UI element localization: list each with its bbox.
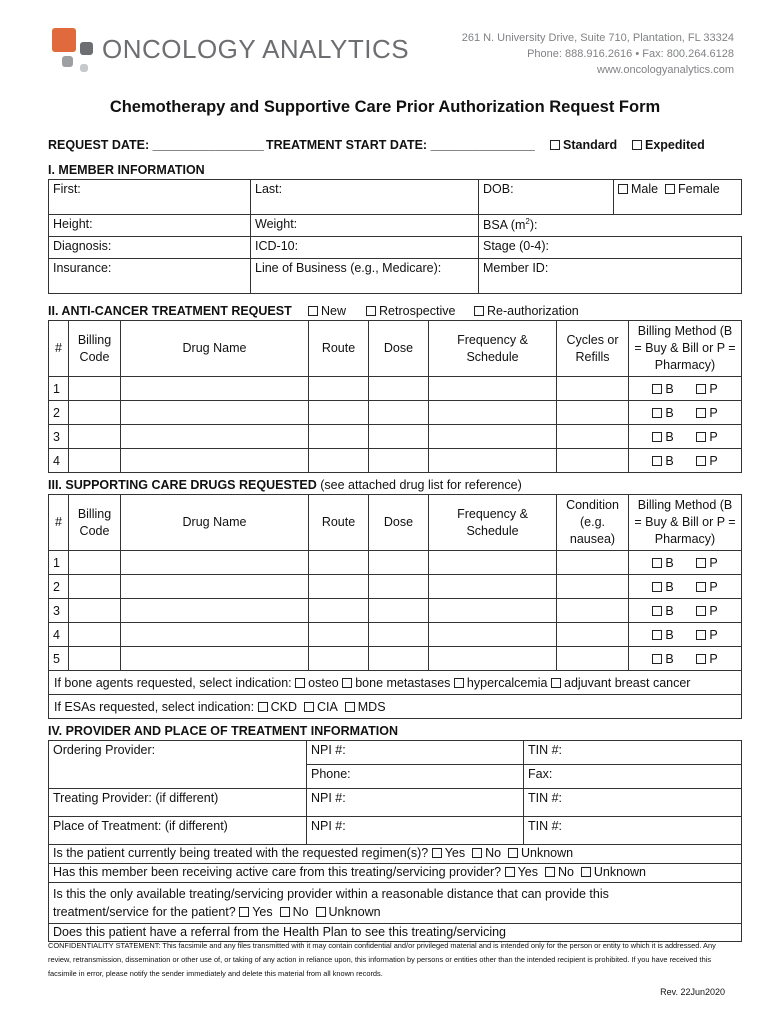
checkbox-icon[interactable] [696, 558, 706, 568]
checkbox-icon[interactable] [665, 184, 675, 194]
reauthorization-option[interactable]: Re-authorization [474, 304, 579, 318]
row-number: 5 [49, 647, 69, 671]
checkbox-icon[interactable] [696, 582, 706, 592]
section-anticancer-title: II. ANTI-CANCER TREATMENT REQUEST New Retrospective Re-authorization [48, 304, 579, 318]
npi-field[interactable]: NPI #: [307, 741, 524, 765]
checkbox-icon[interactable] [474, 306, 484, 316]
tin-field[interactable]: TIN #: [524, 741, 742, 765]
checkbox-icon[interactable] [652, 432, 662, 442]
checkbox-icon[interactable] [696, 384, 706, 394]
checkbox-icon[interactable] [472, 848, 482, 858]
first-name-field[interactable]: First: [49, 180, 251, 215]
revision-label: Rev. 22Jun2020 [660, 987, 725, 997]
question-referral: Does this patient have a referral from the Health Plan to see this treating/servicing [49, 924, 742, 942]
checkbox-icon[interactable] [505, 867, 515, 877]
header-frequency: Frequency & Schedule [429, 495, 557, 551]
checkbox-icon[interactable] [652, 630, 662, 640]
height-field[interactable]: Height: [49, 215, 251, 237]
checkbox-icon[interactable] [550, 140, 560, 150]
row-number: 1 [49, 551, 69, 575]
supporting-table [48, 494, 742, 719]
gender-field: Male Female [614, 180, 742, 215]
row-number: 3 [49, 425, 69, 449]
table-row [49, 401, 742, 425]
header-num: # [49, 495, 69, 551]
billing-method-cell: B P [629, 377, 742, 401]
row-number: 4 [49, 623, 69, 647]
retrospective-option[interactable]: Retrospective [366, 304, 455, 318]
checkbox-icon[interactable] [551, 678, 561, 688]
company-address [462, 30, 734, 78]
table-row [49, 377, 742, 401]
checkbox-icon[interactable] [652, 582, 662, 592]
billing-method-cell: B P [629, 551, 742, 575]
checkbox-icon[interactable] [432, 848, 442, 858]
checkbox-icon[interactable] [652, 384, 662, 394]
tin-field[interactable]: TIN #: [524, 817, 742, 845]
header-billing-method: Billing Method (B = Buy & Bill or P = Pharmacy) [629, 321, 742, 377]
checkbox-icon[interactable] [696, 630, 706, 640]
question-active-care: Has this member been receiving active care from this treating/servicing provider? Yes No Unknown [49, 864, 742, 883]
dob-field[interactable]: DOB: [479, 180, 614, 215]
checkbox-icon[interactable] [632, 140, 642, 150]
header-dose: Dose [369, 321, 429, 377]
header-drug-name: Drug Name [121, 321, 309, 377]
checkbox-icon[interactable] [696, 432, 706, 442]
ordering-provider-field[interactable]: Ordering Provider: [49, 741, 307, 789]
standard-option[interactable]: Standard [550, 138, 617, 152]
expedited-option[interactable]: Expedited [632, 138, 705, 152]
billing-method-cell: B P [629, 599, 742, 623]
company-logo [52, 28, 410, 80]
bsa-field[interactable]: BSA $(m^2)$: [479, 215, 742, 237]
billing-method-cell: B P [629, 401, 742, 425]
checkbox-icon[interactable] [239, 907, 249, 917]
checkbox-icon[interactable] [280, 907, 290, 917]
table-row [49, 425, 742, 449]
logo-text: ONCOLOGY ANALYTICS [102, 34, 410, 64]
stage-field[interactable]: Stage (0-4): [479, 237, 742, 259]
section-member-title: I. MEMBER INFORMATION [48, 163, 205, 177]
npi-field[interactable]: NPI #: [307, 789, 524, 817]
checkbox-icon[interactable] [342, 678, 352, 688]
website-line: www.oncologyanalytics.com [597, 64, 734, 76]
checkbox-icon[interactable] [618, 184, 628, 194]
checkbox-icon[interactable] [304, 702, 314, 712]
question-current-regimen: Is the patient currently being treated with the requested regimen(s)? Yes No Unknown [49, 845, 742, 864]
checkbox-icon[interactable] [345, 702, 355, 712]
row-number: 2 [49, 575, 69, 599]
header-cycles: Cycles or Refills [557, 321, 629, 377]
billing-method-cell: B P [629, 623, 742, 647]
header-billing-code: Billing Code [69, 321, 121, 377]
billing-method-cell: B P [629, 647, 742, 671]
provider-table [48, 740, 742, 942]
checkbox-icon[interactable] [308, 306, 318, 316]
row-number: 2 [49, 401, 69, 425]
header-route: Route [309, 321, 369, 377]
header-num: # [49, 321, 69, 377]
billing-method-cell: B P [629, 575, 742, 599]
place-of-treatment-field[interactable]: Place of Treatment: (if different) [49, 817, 307, 845]
checkbox-icon[interactable] [258, 702, 268, 712]
treatment-start-field[interactable]: TREATMENT START DATE: _______________ [266, 138, 535, 152]
question-only-provider: Is this the only available treating/servicing provider within a reasonable distance that can provide this treatment/service for the patient? Yes No Unknown [49, 883, 742, 924]
checkbox-icon[interactable] [508, 848, 518, 858]
checkbox-icon[interactable] [652, 606, 662, 616]
checkbox-icon[interactable] [696, 606, 706, 616]
header-billing-code: Billing Code [69, 495, 121, 551]
request-row [48, 138, 738, 156]
checkbox-icon[interactable] [652, 456, 662, 466]
bone-agents-row: If bone agents requested, select indication: osteo bone metastases hypercalcemia adjuvant breast cancer [49, 671, 742, 695]
request-date-field[interactable]: REQUEST DATE: ________________ [48, 138, 264, 152]
billing-method-cell: B P [629, 425, 742, 449]
section-provider-title: IV. PROVIDER AND PLACE OF TREATMENT INFORMATION [48, 724, 399, 738]
header-dose: Dose [369, 495, 429, 551]
treating-provider-field[interactable]: Treating Provider: (if different) [49, 789, 307, 817]
weight-field[interactable]: Weight: [251, 215, 479, 237]
checkbox-icon[interactable] [295, 678, 305, 688]
checkbox-icon[interactable] [454, 678, 464, 688]
checkbox-icon[interactable] [316, 907, 326, 917]
icd10-field[interactable]: ICD-10: [251, 237, 479, 259]
npi-field[interactable]: NPI #: [307, 817, 524, 845]
header-condition: Condition (e.g. nausea) [557, 495, 629, 551]
new-option[interactable]: New [308, 304, 346, 318]
checkbox-icon[interactable] [696, 654, 706, 664]
esa-row: If ESAs requested, select indication: CKD CIA MDS [49, 695, 742, 719]
line-of-business-field[interactable]: Line of Business (e.g., Medicare): [251, 259, 479, 294]
table-row [49, 623, 742, 647]
insurance-field[interactable]: Insurance: [49, 259, 251, 294]
checkbox-icon[interactable] [652, 408, 662, 418]
billing-method-cell: B P [629, 449, 742, 473]
header-drug-name: Drug Name [121, 495, 309, 551]
table-row [49, 647, 742, 671]
form-title: Chemotherapy and Supportive Care Prior Authorization Request Form [109, 98, 661, 116]
confidentiality-statement: CONFIDENTIALITY STATEMENT: This facsimile and any files transmitted with it may contain confidential and/or privileged material and is intended only for the person or entity to which it is addressed. Any review, retransmission, dissemination or other use of, or taking of any action in reliance upon, this information by persons or entities other than the intended recipient is prohibited. If you have received this facsimile in error, please notify the sender immediately and delete this material from all known records. [48, 941, 716, 978]
checkbox-icon[interactable] [696, 408, 706, 418]
checkbox-icon[interactable] [366, 306, 376, 316]
row-number: 1 [49, 377, 69, 401]
checkbox-icon[interactable] [696, 456, 706, 466]
table-row [49, 449, 742, 473]
table-row [49, 551, 742, 575]
header-billing-method: Billing Method (B = Buy & Bill or P = Pharmacy) [629, 495, 742, 551]
header-route: Route [309, 495, 369, 551]
diagnosis-field[interactable]: Diagnosis: [49, 237, 251, 259]
last-name-field[interactable]: Last: [251, 180, 479, 215]
row-number: 4 [49, 449, 69, 473]
checkbox-icon[interactable] [652, 558, 662, 568]
member-id-field[interactable]: Member ID: [479, 259, 742, 294]
table-row [49, 575, 742, 599]
phone-field[interactable]: Phone: [307, 765, 524, 789]
checkbox-icon[interactable] [581, 867, 591, 877]
row-number: 3 [49, 599, 69, 623]
header-frequency: Frequency & Schedule [429, 321, 557, 377]
section-supporting-title: III. SUPPORTING CARE DRUGS REQUESTED (see attached drug list for reference) [48, 478, 522, 492]
table-row [49, 599, 742, 623]
fax-field[interactable]: Fax: [524, 765, 742, 789]
member-table [48, 179, 742, 294]
tin-field[interactable]: TIN #: [524, 789, 742, 817]
checkbox-icon[interactable] [652, 654, 662, 664]
address-line: 261 N. University Drive, Suite 710, Plantation, FL 33324 [461, 32, 734, 44]
checkbox-icon[interactable] [545, 867, 555, 877]
contact-line: Phone: 888.916.2616 • Fax: 800.264.6128 [527, 48, 734, 60]
logo-mark-icon [52, 28, 98, 74]
anticancer-table [48, 320, 742, 473]
